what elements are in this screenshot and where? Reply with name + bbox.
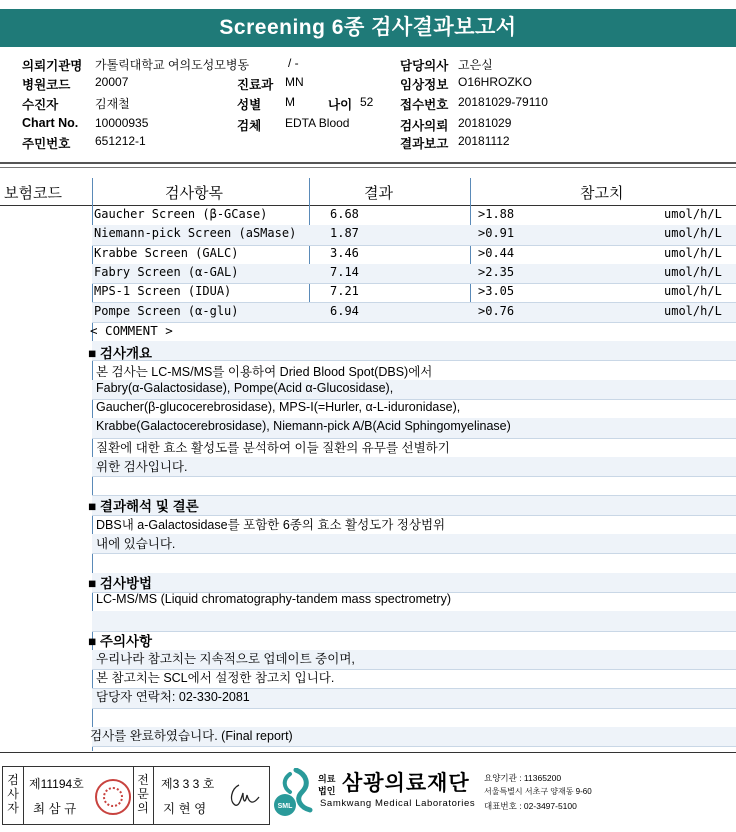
- org-license: 요양기관 : 11365200: [484, 773, 562, 783]
- unit-cell: umol/h/L: [664, 264, 722, 279]
- result-cell: 7.14: [330, 264, 359, 279]
- ward-value: / -: [288, 56, 299, 70]
- grid-row: [92, 476, 736, 496]
- unit-cell: umol/h/L: [664, 207, 722, 221]
- report-title: Screening 6종 검사결과보고서: [0, 9, 736, 47]
- overview-line: Krabbe(Galactocerebrosidase), Niemann-pick A/B(Acid Sphingomyelinase): [96, 419, 511, 433]
- overview-line: 질환에 대한 효소 활성도를 분석하여 이들 질환의 유무를 선별하기: [96, 441, 450, 455]
- overview-line: Gaucher(β-glucocerebrosidase), MPS-I(=Hurler, α-L-iduronidase),: [96, 400, 461, 414]
- signature-box: [2, 766, 270, 825]
- test-item-cell: Fabry Screen (α-GAL): [94, 264, 239, 279]
- request-value: 20181029: [458, 116, 512, 130]
- examiner-name: 최 삼 규: [33, 802, 77, 816]
- hospital-code-value: 20007: [95, 75, 129, 89]
- patient-label: 수진자: [22, 98, 59, 112]
- age-label: 나이: [328, 98, 353, 112]
- section-interpretation-title: ■ 결과해석 및 결론: [88, 499, 199, 514]
- interpretation-line: DBS내 a-Galactosidase를 포함한 6종의 효소 활성도가 정상범위: [96, 518, 446, 532]
- sml-logo-icon: [272, 768, 320, 820]
- result-cell: 1.87: [330, 226, 359, 241]
- reference-cell: >1.88: [478, 207, 515, 221]
- sex-value: M: [285, 95, 295, 109]
- section-method-title: ■ 검사방법: [88, 576, 153, 591]
- examiner-license: 제11194호: [29, 777, 84, 791]
- caution-line: 담당자 연락처: 02-330-2081: [96, 690, 250, 704]
- interpretation-line: 내에 있습니다.: [96, 537, 176, 551]
- report-label: 결과보고: [400, 137, 449, 151]
- comment-header: < COMMENT >: [90, 323, 173, 338]
- hospital-code-label: 병원코드: [22, 78, 71, 92]
- org-english-name: Samkwang Medical Laboratories: [320, 798, 476, 809]
- reference-cell: >3.05: [478, 284, 515, 299]
- unit-cell: umol/h/L: [664, 226, 722, 241]
- reviewer-signature-icon: [225, 781, 261, 811]
- grid-row: [92, 534, 736, 554]
- divider-bottom: [0, 752, 736, 753]
- institution-label: 의뢰기관명: [22, 59, 83, 73]
- reference-cell: >0.44: [478, 245, 515, 260]
- examiner-vertical-label: 검 사 자: [7, 773, 19, 815]
- reference-cell: >0.76: [478, 303, 515, 318]
- test-item-cell: Krabbe Screen (GALC): [94, 245, 239, 260]
- test-item-cell: MPS-1 Screen (IDUA): [94, 284, 232, 299]
- clinical-info-value: O16HROZKO: [458, 75, 533, 89]
- patient-value: 김재철: [95, 97, 130, 111]
- reference-cell: >0.91: [478, 226, 515, 241]
- reviewer-vertical-label: 전 문 의: [137, 773, 149, 815]
- section-overview-title: ■ 검사개요: [88, 346, 153, 361]
- col-result: 결과: [364, 185, 393, 202]
- sex-label: 성별: [237, 98, 262, 112]
- receipt-value: 20181029-79110: [458, 95, 548, 109]
- unit-cell: umol/h/L: [664, 284, 722, 299]
- age-value: 52: [360, 95, 374, 109]
- examiner-seal-icon: [95, 779, 131, 815]
- dept-value: MN: [285, 75, 304, 89]
- result-cell: 3.46: [330, 245, 359, 260]
- grid-row: [92, 457, 736, 477]
- chart-value: 10000935: [95, 116, 149, 130]
- col-test-item: 검사항목: [165, 185, 223, 202]
- final-report-note: 검사를 완료하였습니다. (Final report): [90, 729, 293, 743]
- receipt-label: 접수번호: [400, 98, 449, 112]
- grid-row: [92, 573, 736, 593]
- org-address: 서울특별시 서초구 양재동 9-60: [484, 787, 592, 796]
- test-item-cell: Niemann-pick Screen (aSMase): [94, 226, 297, 241]
- method-line: LC-MS/MS (Liquid chromatography-tandem mass spectrometry): [96, 592, 451, 606]
- sml-logo-text: SML: [277, 803, 293, 810]
- rrn-value: 651212-1: [95, 134, 146, 148]
- rrn-label: 주민번호: [22, 137, 71, 151]
- chart-label: Chart No.: [22, 116, 79, 130]
- dept-label: 진료과: [237, 78, 274, 92]
- result-cell: 6.68: [330, 207, 359, 221]
- col-reference: 참고치: [580, 185, 624, 202]
- grid-row: [92, 611, 736, 631]
- report-value: 20181112: [458, 134, 510, 148]
- unit-cell: umol/h/L: [664, 245, 722, 260]
- overview-line: Fabry(α-Galactosidase), Pompe(Acid α-Glucosidase),: [96, 381, 394, 395]
- grid-row: [92, 341, 736, 361]
- overview-line: 본 검사는 LC-MS/MS를 이용하여 Dried Blood Spot(DBS)에서: [96, 365, 433, 379]
- section-caution-title: ■ 주의사항: [88, 634, 153, 649]
- request-label: 검사의뢰: [400, 119, 449, 133]
- report-header: [0, 0, 736, 50]
- clinical-info-label: 임상정보: [400, 78, 449, 92]
- unit-cell: umol/h/L: [664, 303, 722, 318]
- org-prefix-bottom: 법인: [318, 786, 336, 796]
- report-footer: [0, 766, 736, 826]
- col-insurance-code: 보험코드: [4, 185, 62, 202]
- result-cell: 7.21: [330, 284, 359, 299]
- doctor-value: 고은실: [458, 58, 493, 72]
- test-item-cell: Pompe Screen (α-glu): [94, 303, 239, 318]
- test-item-cell: Gaucher Screen (β-GCase): [94, 207, 268, 221]
- org-name: 삼광의료재단: [342, 772, 470, 795]
- grid-row: [92, 553, 736, 573]
- divider-top-2: [0, 167, 736, 168]
- caution-line: 본 참고치는 SCL에서 설정한 참고치 입니다.: [96, 671, 335, 685]
- org-prefix-top: 의료: [318, 774, 336, 784]
- institution-value: 가톨릭대학교 여의도성모병동: [95, 58, 250, 72]
- caution-line: 우리나라 참고치는 지속적으로 업데이트 중이며,: [96, 652, 355, 666]
- reference-cell: >2.35: [478, 264, 515, 279]
- divider-top: [0, 162, 736, 164]
- patient-info: [0, 52, 736, 152]
- reviewer-license: 제3 3 3 호: [161, 777, 215, 791]
- overview-line: 위한 검사입니다.: [96, 460, 188, 474]
- org-phone: 대표번호 : 02-3497-5100: [484, 801, 577, 811]
- doctor-label: 담당의사: [400, 59, 449, 73]
- table-header: [0, 178, 736, 206]
- specimen-value: EDTA Blood: [285, 116, 350, 130]
- reviewer-name: 지 현 영: [163, 802, 207, 816]
- grid-row: [92, 322, 736, 342]
- specimen-label: 검체: [237, 119, 262, 133]
- result-cell: 6.94: [330, 303, 359, 318]
- grid-row: [92, 631, 736, 651]
